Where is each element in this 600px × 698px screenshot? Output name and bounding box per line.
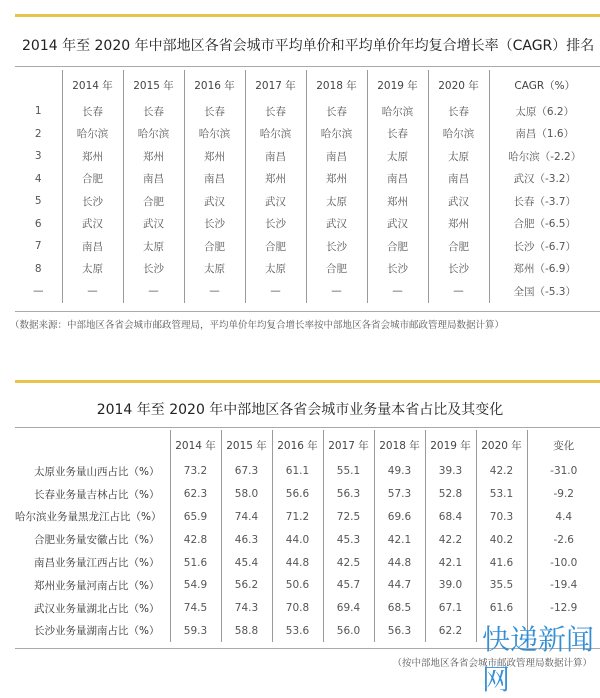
row-label: 2	[34, 127, 42, 140]
table-cell: 61.6	[476, 597, 527, 620]
table-cell: 58.8	[221, 620, 272, 643]
table-cell: 哈尔滨（-2.2）	[489, 145, 600, 168]
table-cell: 长春	[306, 100, 367, 123]
table-cell: 哈尔滨	[123, 123, 184, 146]
table-cell: 长春	[245, 100, 306, 123]
table-cell: 全国（-5.3）	[489, 280, 600, 303]
table-cell: 长春（-3.7）	[489, 190, 600, 213]
table-cell: 长春	[123, 100, 184, 123]
column-header: 2015 年	[123, 70, 184, 100]
table-cell: 长春	[62, 100, 123, 123]
table-cell: 合肥	[367, 235, 428, 258]
table-cell: 合肥	[123, 190, 184, 213]
table-cell: -9.2	[527, 483, 600, 506]
table-cell: 合肥	[428, 235, 489, 258]
table1-bottom-rule	[15, 311, 600, 312]
table-cell: 郑州	[428, 213, 489, 236]
table-cell: 郑州	[367, 190, 428, 213]
table-cell: 哈尔滨	[62, 123, 123, 146]
table1-title: 2014 年至 2020 年中部地区各省会城市平均单价和平均单价年均复合增长率（CAGR）排名	[22, 38, 595, 54]
table-cell: 郑州	[62, 145, 123, 168]
table-cell: -19.4	[527, 574, 600, 597]
table-cell: 长沙	[123, 258, 184, 281]
table-row	[15, 483, 600, 506]
table-cell: 56.3	[323, 483, 374, 506]
column-header: 2016 年	[184, 70, 245, 100]
column-header: 2015 年	[221, 430, 272, 460]
table-cell: 39.3	[425, 460, 476, 483]
table-cell: 长沙	[184, 213, 245, 236]
table-cell: 56.2	[221, 574, 272, 597]
table-row	[15, 213, 600, 236]
table-row	[15, 506, 600, 529]
table-cell: 59.3	[170, 620, 221, 643]
table2-title: 2014 年至 2020 年中部地区各省会城市业务量本省占比及其变化	[96, 402, 504, 418]
row-label: 4	[34, 172, 42, 185]
table-cell: 南昌	[367, 168, 428, 191]
table-row	[15, 145, 600, 168]
table-cell: 哈尔滨	[306, 123, 367, 146]
row-label: 南昌业务量江西占比（%）	[34, 557, 160, 570]
table-cell: 68.5	[374, 597, 425, 620]
table-cell: 长春	[184, 100, 245, 123]
table-cell: 74.5	[170, 597, 221, 620]
table-cell: -10.0	[527, 551, 600, 574]
table-cell: 57.3	[374, 483, 425, 506]
table-cell: 56.3	[374, 620, 425, 643]
column-header: 2020 年	[428, 70, 489, 100]
table-cell: 73.2	[170, 460, 221, 483]
table-cell: 42.2	[425, 528, 476, 551]
row-label: 7	[34, 240, 42, 253]
table-cell: 44.8	[272, 551, 323, 574]
table-cell: 长沙	[62, 190, 123, 213]
table-row	[15, 528, 600, 551]
table-cell: 55.1	[323, 460, 374, 483]
top-accent-rule	[15, 14, 600, 17]
table-row	[15, 190, 600, 213]
column-header: 2020 年	[476, 430, 527, 460]
column-header: 2018 年	[374, 430, 425, 460]
column-header: 变化	[527, 430, 600, 460]
table-cell: 长沙	[306, 235, 367, 258]
table-cell: 南昌	[306, 145, 367, 168]
table-cell: 68.4	[425, 506, 476, 529]
table-cell: 44.7	[374, 574, 425, 597]
header-corner	[15, 430, 170, 460]
row-label: 5	[34, 195, 42, 208]
table-cell: 太原	[367, 145, 428, 168]
table-cell: 72.5	[323, 506, 374, 529]
table-cell: 太原	[306, 190, 367, 213]
table-cell: 35.5	[476, 574, 527, 597]
header-row	[15, 430, 600, 460]
table-cell: 哈尔滨	[245, 123, 306, 146]
table-cell: 武汉	[306, 213, 367, 236]
table-cell: 长沙	[245, 213, 306, 236]
table-cell: —	[306, 280, 367, 303]
table-cell: 长春	[367, 123, 428, 146]
row-label: 合肥业务量安徽占比（%）	[34, 534, 160, 547]
row-label: 太原业务量山西占比（%）	[34, 465, 160, 478]
table-cell: 74.4	[221, 506, 272, 529]
table-cell: 50.6	[272, 574, 323, 597]
table-cell: 56.0	[323, 620, 374, 643]
row-label: 8	[34, 262, 42, 275]
table-cell: 合肥	[62, 168, 123, 191]
table-cell: 58.0	[221, 483, 272, 506]
table-cell: 合肥	[245, 235, 306, 258]
table-cell: 武汉	[62, 213, 123, 236]
column-header: 2017 年	[245, 70, 306, 100]
table-cell: 长春	[428, 100, 489, 123]
table-cell: 42.1	[425, 551, 476, 574]
column-header: 2019 年	[367, 70, 428, 100]
table-cell: 合肥（-6.5）	[489, 213, 600, 236]
row-label: 郑州业务量河南占比（%）	[34, 579, 160, 592]
table-cell: 长沙	[428, 258, 489, 281]
table-cell: 67.3	[221, 460, 272, 483]
table-cell: 南昌	[245, 145, 306, 168]
table-cell: 39.0	[425, 574, 476, 597]
table-cell: 46.3	[221, 528, 272, 551]
table-row	[15, 597, 600, 620]
table-cell: 武汉	[428, 190, 489, 213]
column-header: 2018 年	[306, 70, 367, 100]
row-label: 长春业务量吉林占比（%）	[34, 488, 160, 501]
table-cell: —	[245, 280, 306, 303]
table-cell: 长沙（-6.7）	[489, 235, 600, 258]
column-header: 2019 年	[425, 430, 476, 460]
table-cell: 49.3	[374, 460, 425, 483]
table-cell: 56.6	[272, 483, 323, 506]
header-row	[15, 70, 600, 100]
row-label: 6	[34, 217, 42, 230]
table-cell: —	[123, 280, 184, 303]
table-cell: 武汉	[184, 190, 245, 213]
table-cell: 70.3	[476, 506, 527, 529]
table-cell: 71.2	[272, 506, 323, 529]
table-cell: —	[62, 280, 123, 303]
table-cell: 44.0	[272, 528, 323, 551]
table-cell: 62.2	[425, 620, 476, 643]
table-cell: 太原（6.2）	[489, 100, 600, 123]
table-cell: 45.3	[323, 528, 374, 551]
table-cell: 太原	[245, 258, 306, 281]
table-cell: 62.3	[170, 483, 221, 506]
table-cell: 45.7	[323, 574, 374, 597]
table-cell: 太原	[123, 235, 184, 258]
table2-source-note: （按中部地区各省会城市邮政管理局数据计算）	[392, 658, 592, 669]
table-cell: 44.8	[374, 551, 425, 574]
table-cell: —	[428, 280, 489, 303]
table-cell: —	[367, 280, 428, 303]
table-cell: —	[184, 280, 245, 303]
table-cell: 53.1	[476, 483, 527, 506]
table-cell: 太原	[184, 258, 245, 281]
table1-source-note: （数据来源：中部地区各省会城市邮政管理局，平均单价年均复合增长率按中部地区各省会城市邮政管理局数据计算）	[10, 320, 505, 331]
table-cell: 51.6	[170, 551, 221, 574]
second-accent-rule	[15, 380, 600, 383]
table-cell: 武汉（-3.2）	[489, 168, 600, 191]
ranking-table	[15, 70, 600, 303]
table-row	[15, 551, 600, 574]
table-cell: 南昌	[62, 235, 123, 258]
header-corner	[15, 70, 62, 100]
table-row	[15, 168, 600, 191]
row-label: 武汉业务量湖北占比（%）	[34, 602, 160, 615]
table-cell: 合肥	[306, 258, 367, 281]
table-cell: 42.2	[476, 460, 527, 483]
table-row	[15, 100, 600, 123]
table-cell: 武汉	[123, 213, 184, 236]
column-header: CAGR（%）	[489, 70, 600, 100]
table-cell: 郑州	[306, 168, 367, 191]
table-cell: 70.8	[272, 597, 323, 620]
table-cell: 42.8	[170, 528, 221, 551]
row-label: 哈尔滨业务量黑龙江占比（%）	[15, 511, 162, 524]
table-cell: 54.9	[170, 574, 221, 597]
table1-top-rule	[15, 66, 600, 67]
table-cell: 南昌	[428, 168, 489, 191]
table-row	[15, 258, 600, 281]
column-header: 2017 年	[323, 430, 374, 460]
table-row	[15, 460, 600, 483]
table-cell: 45.4	[221, 551, 272, 574]
table-cell: 41.6	[476, 551, 527, 574]
table-cell: 74.3	[221, 597, 272, 620]
table-cell: 太原	[428, 145, 489, 168]
table-cell: -2.6	[527, 528, 600, 551]
table-cell: 61.1	[272, 460, 323, 483]
column-header: 2014 年	[170, 430, 221, 460]
table-cell: 65.9	[170, 506, 221, 529]
table-cell: 武汉	[245, 190, 306, 213]
table-cell: 52.8	[425, 483, 476, 506]
table-row	[15, 235, 600, 258]
table-cell: 郑州	[245, 168, 306, 191]
table-row	[15, 123, 600, 146]
row-label: 1	[34, 105, 42, 118]
watermark-logo: 快递新闻网	[482, 623, 595, 696]
table-row	[15, 280, 600, 303]
table-cell: -31.0	[527, 460, 600, 483]
table-cell: 67.1	[425, 597, 476, 620]
table-cell: 69.6	[374, 506, 425, 529]
table-cell: 郑州（-6.9）	[489, 258, 600, 281]
column-header: 2016 年	[272, 430, 323, 460]
table-cell: 42.1	[374, 528, 425, 551]
row-label: —	[33, 285, 44, 298]
table-cell: 南昌（1.6）	[489, 123, 600, 146]
row-label: 长沙业务量湖南占比（%）	[34, 625, 160, 638]
table-cell: 南昌	[184, 168, 245, 191]
table-cell: -12.9	[527, 597, 600, 620]
table-cell: 42.5	[323, 551, 374, 574]
table-cell: 合肥	[184, 235, 245, 258]
table-cell: 哈尔滨	[184, 123, 245, 146]
table2-top-rule	[15, 427, 600, 428]
table-cell: 武汉	[367, 213, 428, 236]
table-cell: 哈尔滨	[367, 100, 428, 123]
column-header: 2014 年	[62, 70, 123, 100]
table-cell: 太原	[62, 258, 123, 281]
table-cell: 69.4	[323, 597, 374, 620]
share-table	[15, 430, 600, 642]
table-cell: 4.4	[527, 506, 600, 529]
table-cell: 40.2	[476, 528, 527, 551]
table-cell: 哈尔滨	[428, 123, 489, 146]
row-label: 3	[34, 150, 42, 163]
table-cell: 长沙	[367, 258, 428, 281]
table-cell: 53.6	[272, 620, 323, 643]
table-cell: 郑州	[184, 145, 245, 168]
table-cell: 郑州	[123, 145, 184, 168]
table-cell: 南昌	[123, 168, 184, 191]
table-row	[15, 574, 600, 597]
